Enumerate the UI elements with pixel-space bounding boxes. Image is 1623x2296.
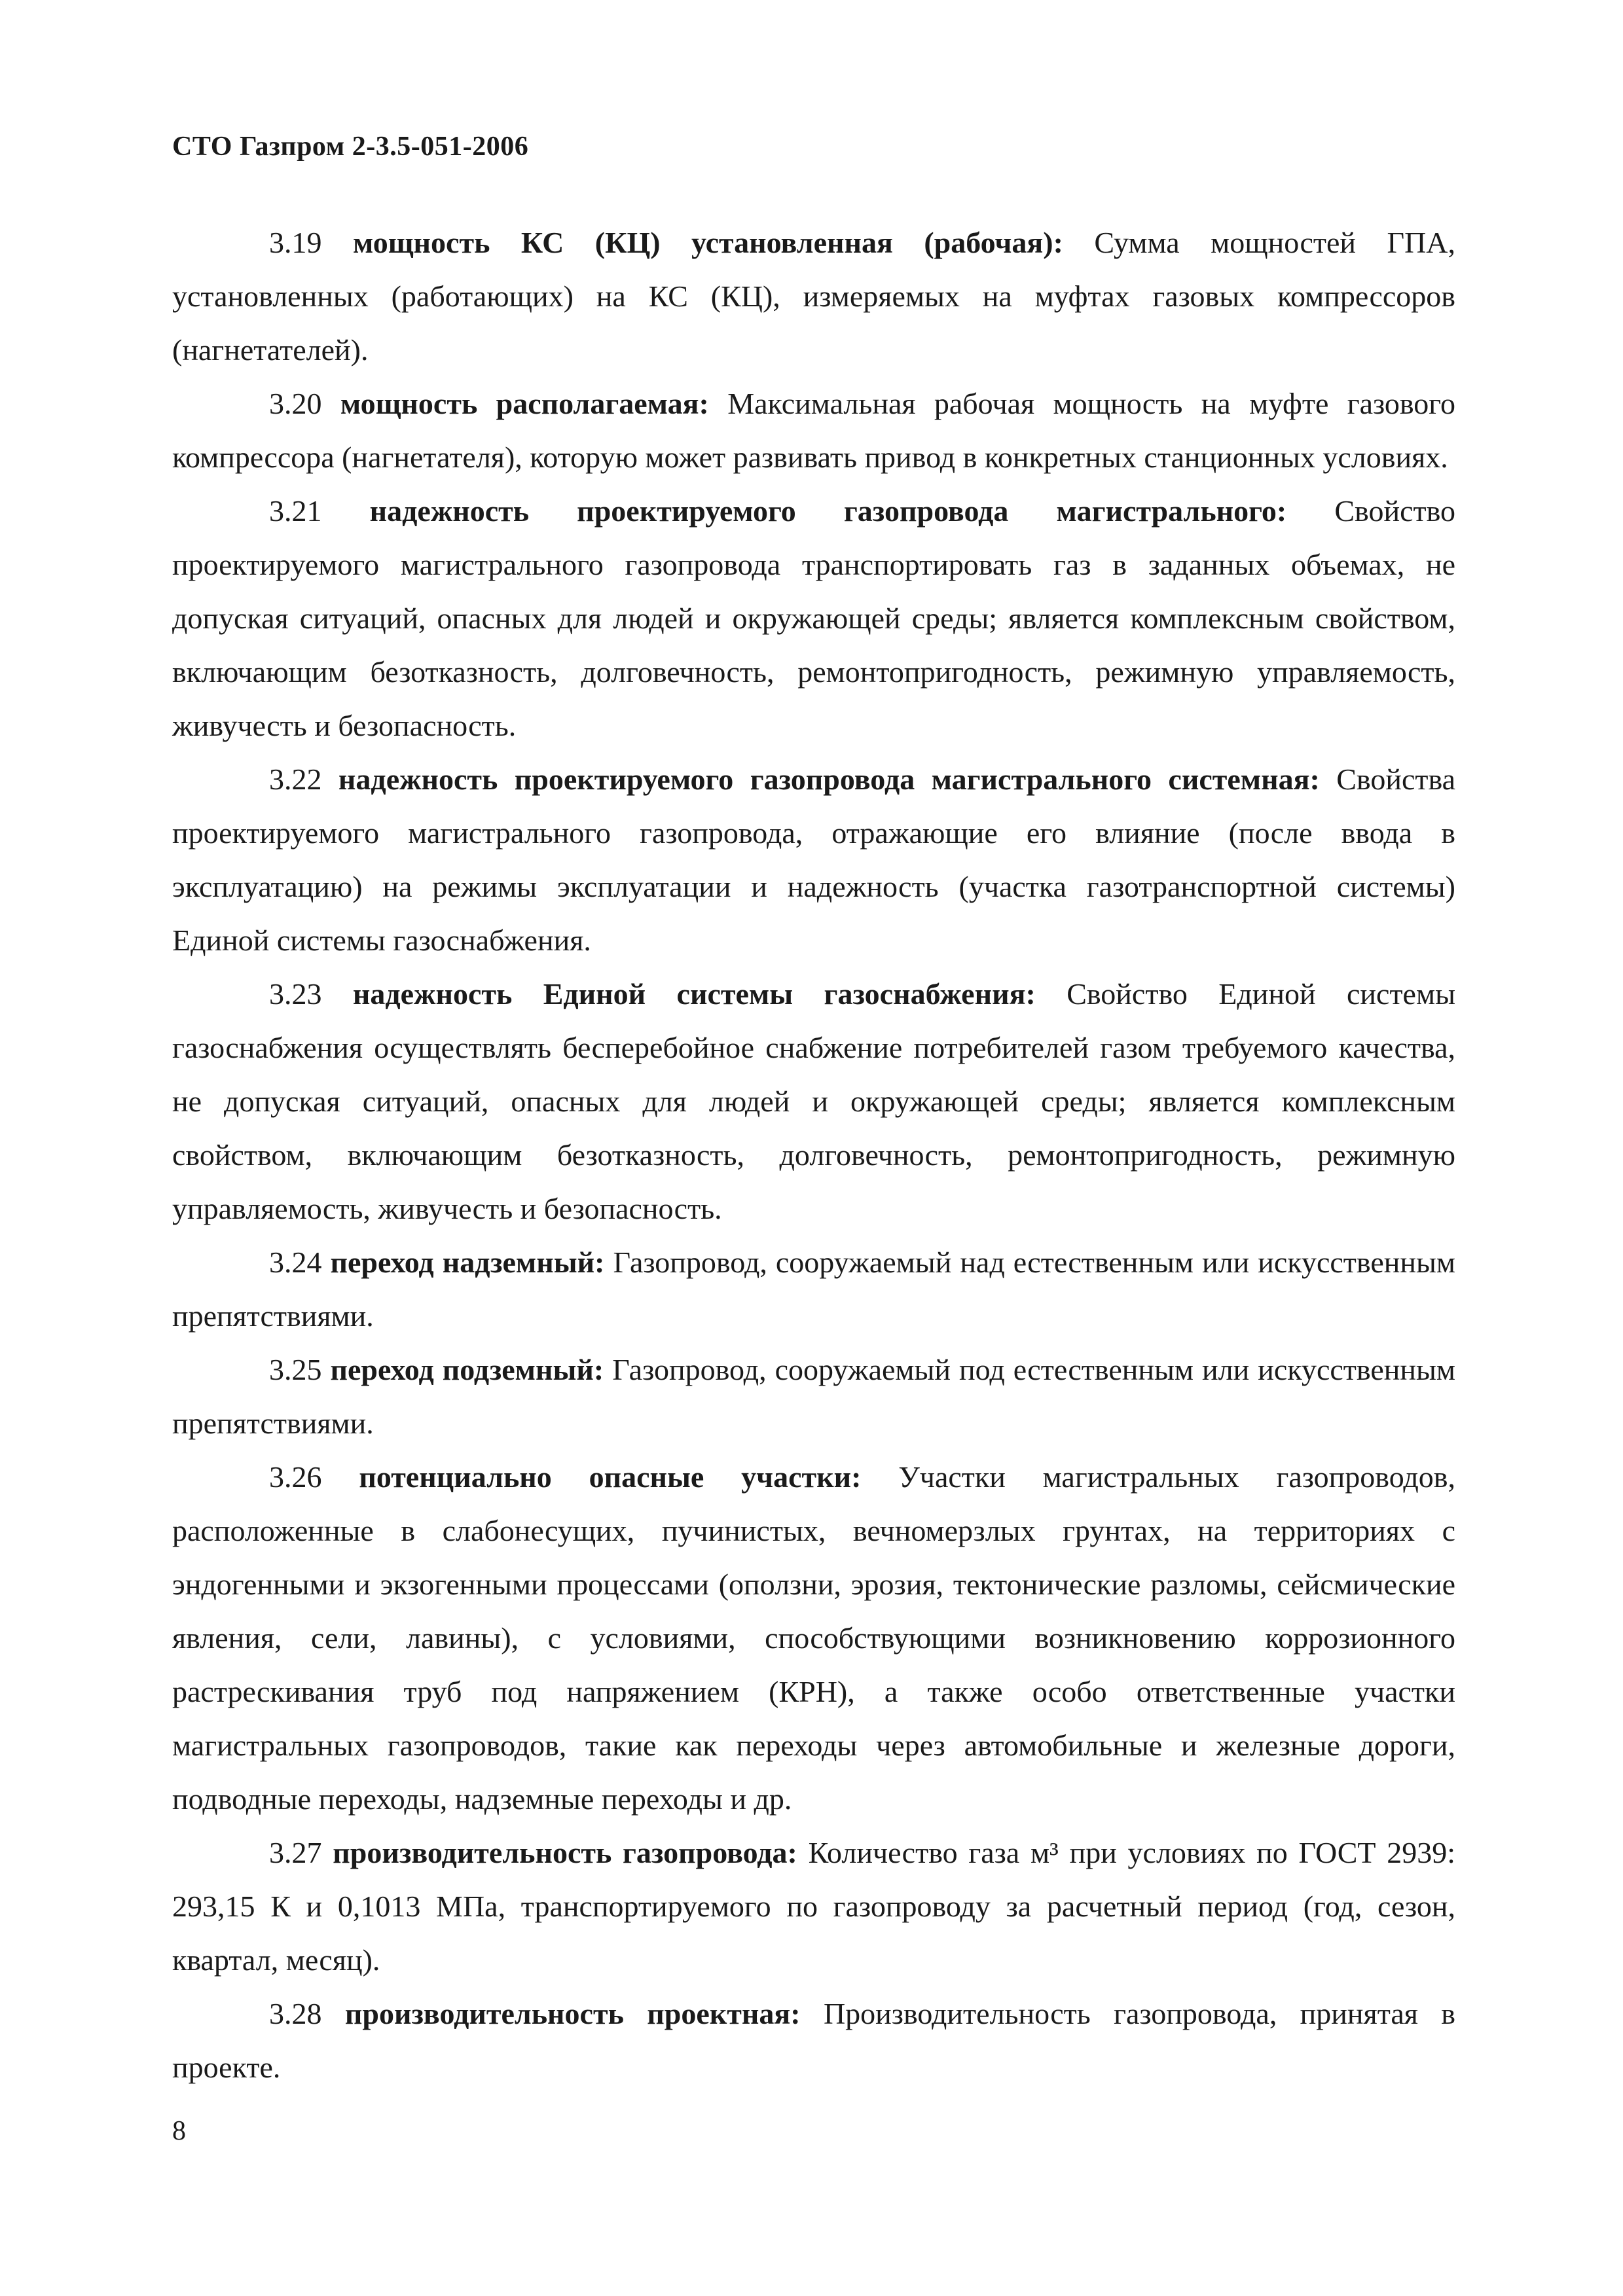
definition-3-27 xyxy=(172,1826,1455,1987)
definition-term: мощность КС (КЦ) установленная (рабочая): xyxy=(352,226,1063,259)
definition-number: 3.25 xyxy=(269,1353,322,1386)
document-body xyxy=(172,216,1455,2094)
definition-3-25 xyxy=(172,1343,1455,1450)
definition-text: Газопровод, сооружаемый под естественным или искусственным препятствиями. xyxy=(172,1353,1456,1440)
definition-number: 3.27 xyxy=(269,1836,322,1869)
definition-text: Участки магистральных газопроводов, расположенные в слабонесущих, пучинистых, вечномерзлых грунтах, на территориях с эндогенными и экзогенными процессами (оползни, эрозия, тектонические разломы, сейсмические явления, сели, лавины), с условиями, способствующими возникновению коррозионного растрескивания труб под напряжением (КРН), а также особо ответственные участки магистральных газопроводов, такие как переходы через автомобильные и железные дороги, подводные переходы, надземные переходы и др. xyxy=(172,1460,1456,1816)
definition-3-23 xyxy=(172,967,1455,1236)
definition-text: Производительность газопровода, принятая в проекте. xyxy=(172,1997,1456,2084)
definition-term: потенциально опасные участки: xyxy=(359,1460,862,1494)
definition-text: Количество газа м³ при условиях по ГОСТ 2939: 293,15 К и 0,1013 МПа, транспортируемого по газопроводу за расчетный период (год, сезон, квартал, месяц). xyxy=(172,1836,1456,1977)
page-number: 8 xyxy=(172,2116,186,2146)
definition-term: надежность проектируемого газопровода магистрального: xyxy=(369,494,1287,528)
definition-number: 3.21 xyxy=(269,494,322,528)
definition-text: Свойства проектируемого магистрального газопровода, отражающие его влияние (после ввода в эксплуатацию) на режимы эксплуатации и надежность (участка газотранспортной системы) Единой системы газоснабжения. xyxy=(172,762,1455,957)
definition-text: Сумма мощностей ГПА, установленных (работающих) на КС (КЦ), измеряемых на муфтах газовых компрессоров (нагнетателей). xyxy=(172,226,1456,367)
definition-3-26 xyxy=(172,1450,1455,1826)
definition-3-28 xyxy=(172,1987,1455,2094)
definition-text: Газопровод, сооружаемый над естественным или искусственным препятствиями. xyxy=(172,1246,1455,1333)
definition-number: 3.20 xyxy=(269,387,322,420)
definition-3-20 xyxy=(172,377,1455,484)
definition-term: переход надземный: xyxy=(330,1246,605,1279)
definition-number: 3.22 xyxy=(269,762,322,796)
definition-3-22 xyxy=(172,753,1455,967)
definition-term: мощность располагаемая: xyxy=(340,387,709,420)
definition-number: 3.19 xyxy=(269,226,322,259)
definition-3-19 xyxy=(172,216,1455,377)
definition-text: Максимальная рабочая мощность на муфте газового компрессора (нагнетателя), которую может развивать привод в конкретных станционных условиях. xyxy=(172,387,1456,474)
definition-term: надежность Единой системы газоснабжения: xyxy=(352,977,1036,1011)
definition-text: Свойство проектируемого магистрального газопровода транспортировать газ в заданных объемах, не допуская ситуаций, опасных для людей и окружающей среды; является комплексным свойством, включающим безотказность, долговечность, ремонтопригодность, режимную управляемость, живучесть и безопасность. xyxy=(172,494,1456,742)
definition-term: надежность проектируемого газопровода магистрального системная: xyxy=(338,762,1320,796)
definition-number: 3.28 xyxy=(269,1997,322,2030)
document-header: СТО Газпром 2-3.5-051-2006 xyxy=(172,132,529,162)
definition-number: 3.24 xyxy=(269,1246,322,1279)
definition-term: переход подземный: xyxy=(330,1353,604,1386)
definition-term: производительность проектная: xyxy=(344,1997,801,2030)
definition-3-21 xyxy=(172,484,1455,753)
definition-number: 3.26 xyxy=(269,1460,322,1494)
definition-3-24 xyxy=(172,1236,1455,1343)
definition-term: производительность газопровода: xyxy=(333,1836,797,1869)
definition-text: Свойство Единой системы газоснабжения осуществлять бесперебойное снабжение потребителей газом требуемого качества, не допуская ситуаций, опасных для людей и окружающей среды; является комплексным свойством, включающим безотказность, долговечность, ремонтопригодность, режимную управляемость, живучесть и безопасность. xyxy=(172,977,1455,1225)
definition-number: 3.23 xyxy=(269,977,322,1011)
